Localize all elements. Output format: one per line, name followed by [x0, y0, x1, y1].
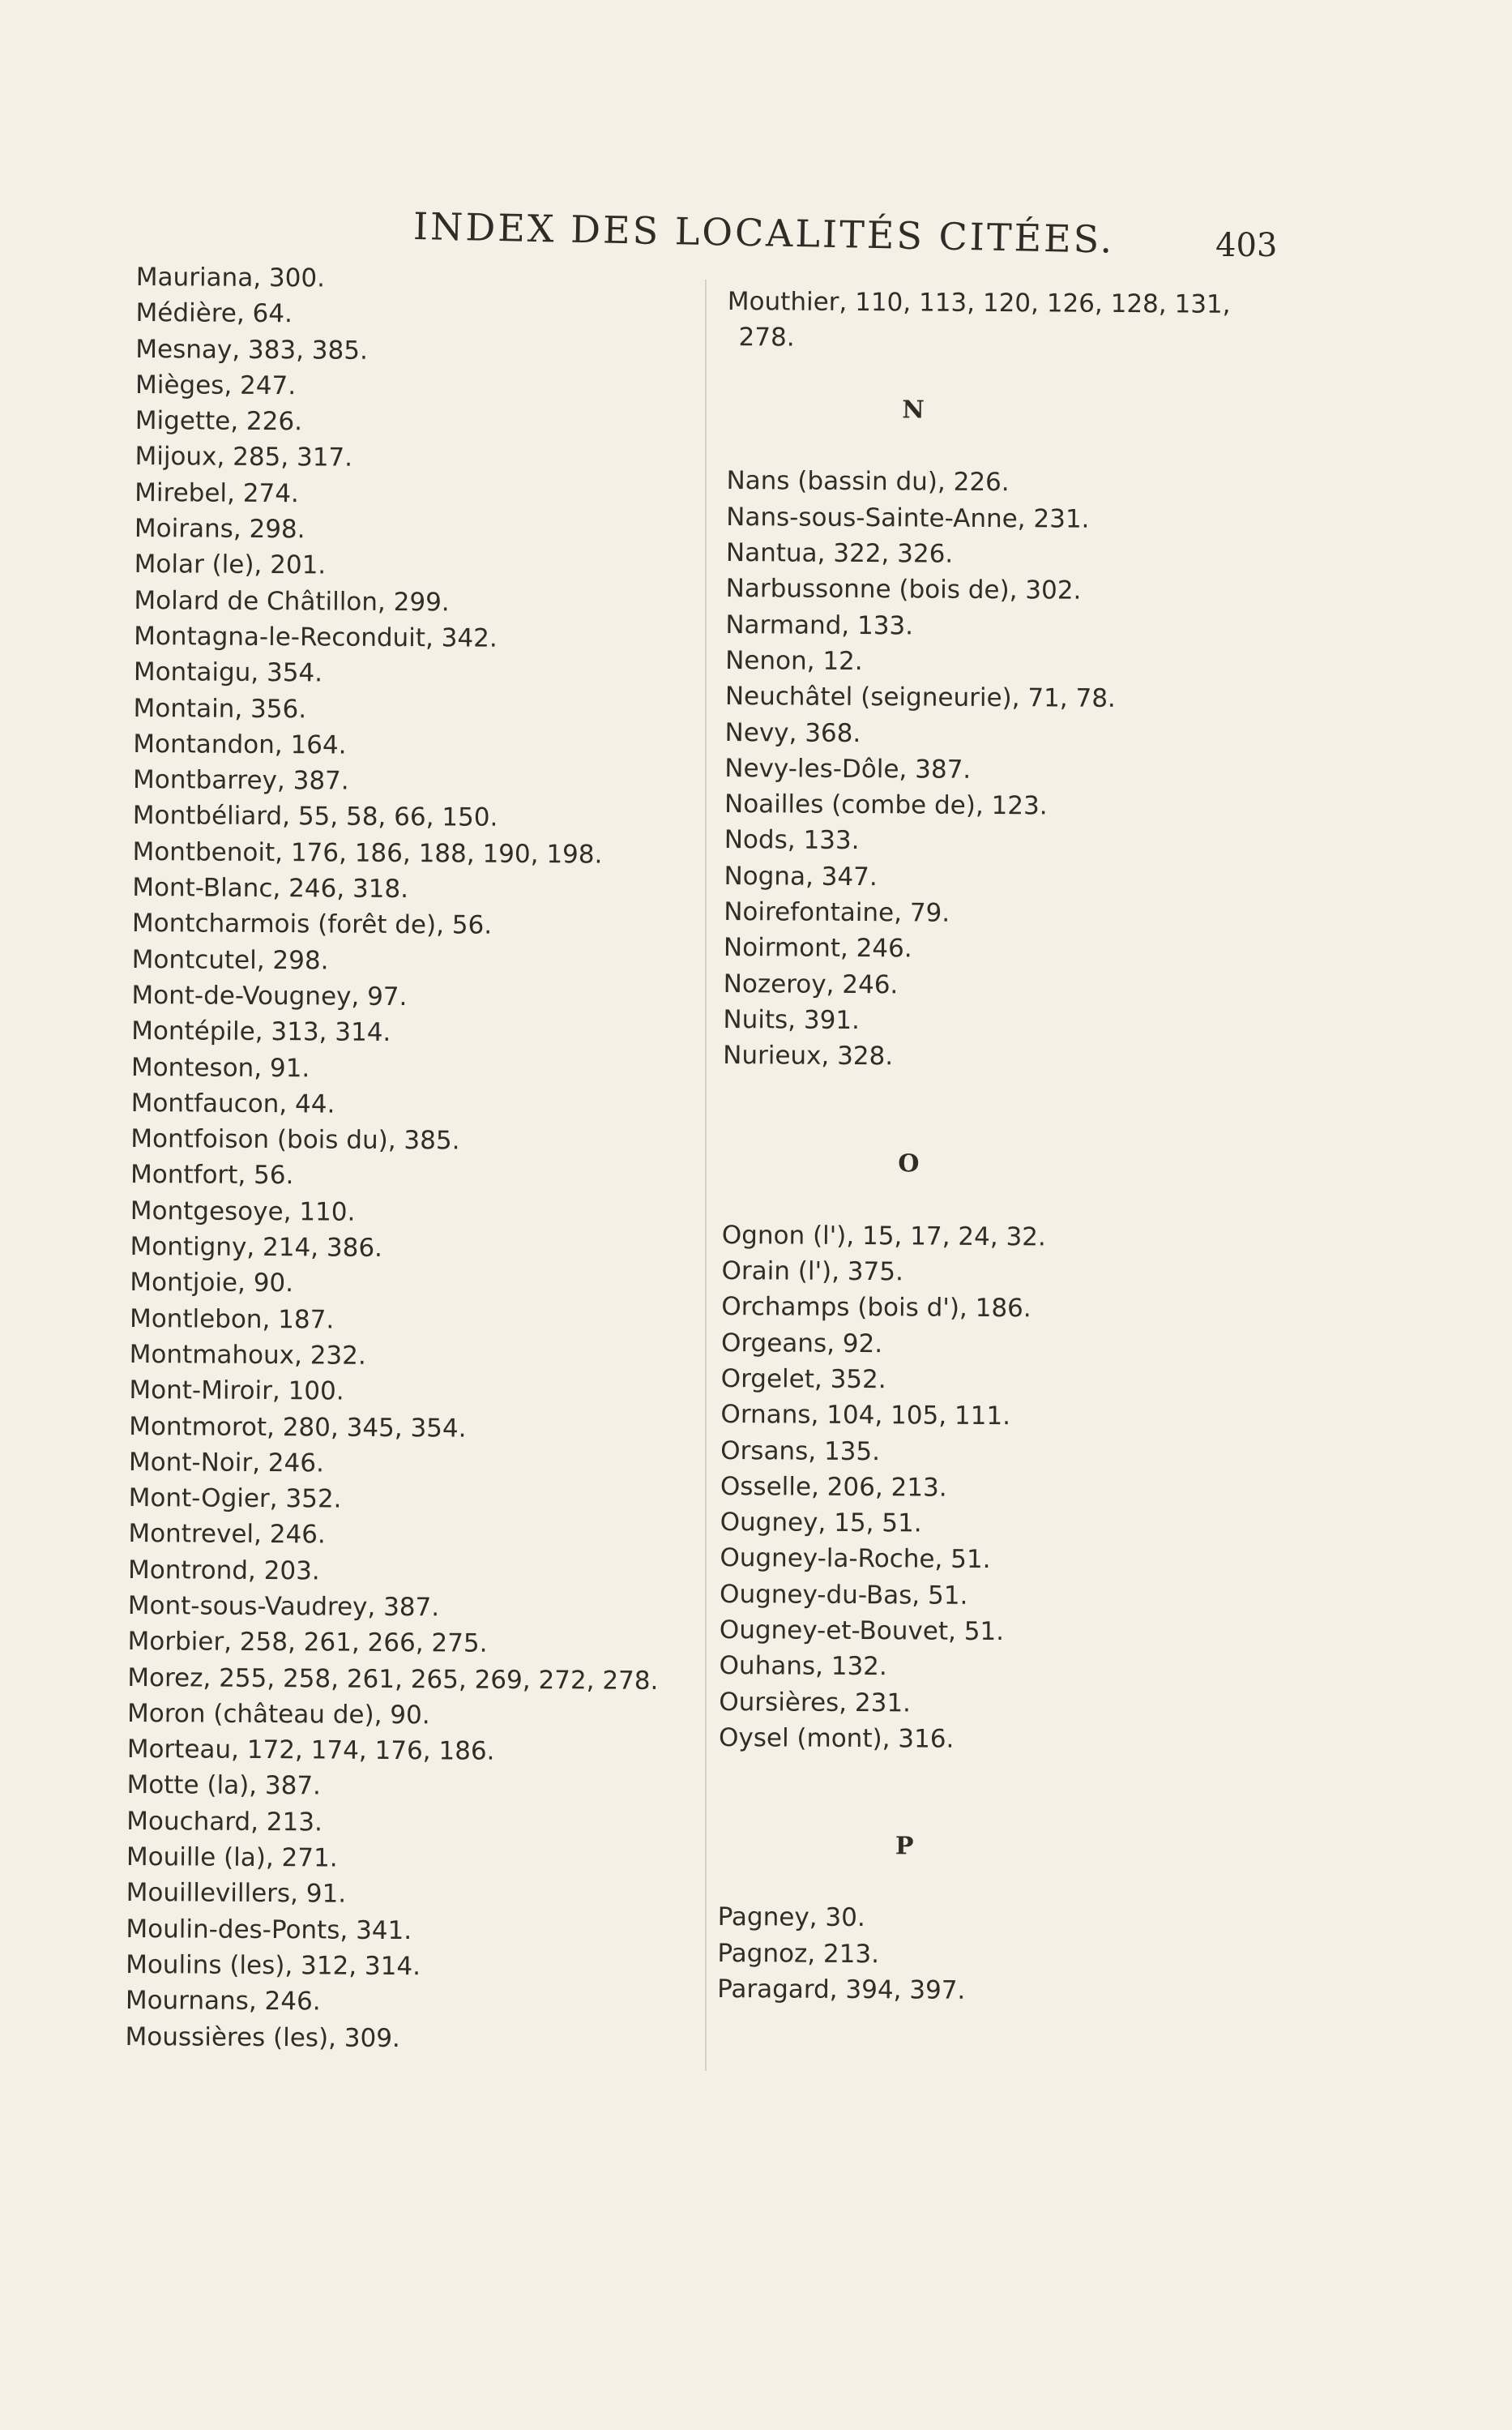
section-letter-o: O — [898, 1149, 920, 1179]
index-entry: Montbarrey, 387. — [132, 765, 349, 796]
index-entry: Nevy, 368. — [724, 717, 861, 748]
index-entry: Montfoison (bois du), 385. — [130, 1124, 460, 1156]
index-entry: Nurieux, 328. — [723, 1041, 894, 1072]
index-entry: Mont-sous-Vaudrey, 387. — [127, 1590, 440, 1623]
section-spacer — [722, 1181, 1225, 1220]
index-entry: Pagney, 30. — [717, 1902, 865, 1933]
section-spacer — [719, 1756, 1222, 1795]
index-entry: Mouillevillers, 91. — [126, 1878, 347, 1909]
index-entry: Neuchâtel (seigneurie), 71, 78. — [724, 682, 1116, 714]
index-entry: Montépile, 313, 314. — [131, 1016, 391, 1048]
index-entry: Mauriana, 300. — [135, 262, 326, 293]
index-entry: Montagna-le-Reconduit, 342. — [134, 621, 498, 653]
column-divider — [705, 280, 707, 2071]
index-entry: Montrond, 203. — [128, 1555, 320, 1586]
index-entry: Médière, 64. — [135, 298, 293, 329]
index-entry: Montigny, 214, 386. — [130, 1231, 383, 1263]
index-entry: Ognon (l'), 15, 17, 24, 32. — [721, 1220, 1046, 1252]
index-entry: Montjoie, 90. — [130, 1268, 294, 1298]
index-entry: Noirmont, 246. — [723, 933, 912, 964]
index-entry: Mirebel, 274. — [135, 477, 299, 509]
index-entry: Mont-Miroir, 100. — [129, 1375, 344, 1406]
index-entry: Montlebon, 187. — [129, 1303, 335, 1335]
index-entry: Mesnay, 383, 385. — [135, 334, 369, 366]
index-entry: Nevy-les-Dôle, 387. — [724, 753, 972, 785]
index-entry: Montfort, 56. — [130, 1160, 294, 1191]
index-entry: Monteson, 91. — [130, 1052, 310, 1083]
index-entry: Orgelet, 352. — [720, 1363, 886, 1395]
index-entry: Orsans, 135. — [720, 1435, 881, 1466]
index-entry: Moron (château de), 90. — [126, 1698, 430, 1731]
index-entry: Montbenoit, 176, 186, 188, 190, 198. — [132, 836, 603, 870]
index-entry: Ougney-et-Bouvet, 51. — [719, 1615, 1005, 1647]
index-entry: Montbéliard, 55, 58, 66, 150. — [132, 801, 498, 833]
page-number: 403 — [1215, 227, 1278, 264]
index-entry: Mont-Ogier, 352. — [128, 1483, 342, 1514]
index-entry: Montfaucon, 44. — [130, 1088, 335, 1119]
index-entry: Ougney-la-Roche, 51. — [720, 1543, 991, 1575]
index-entry: Nantua, 322, 326. — [725, 538, 954, 569]
index-entry: Oursières, 231. — [719, 1687, 912, 1718]
index-entry: Molar (le), 201. — [134, 550, 327, 580]
index-entry: Ouhans, 132. — [719, 1651, 887, 1682]
index-entry: Motte (la), 387. — [126, 1770, 322, 1801]
index-entry: Mournans, 246. — [125, 1986, 321, 2017]
index-left-column — [125, 259, 667, 2058]
section-spacer — [727, 356, 1230, 395]
index-entry: Nans (bassin du), 226. — [726, 466, 1010, 498]
index-entry: Migette, 226. — [135, 406, 303, 437]
index-entry: Ornans, 104, 105, 111. — [720, 1400, 1011, 1431]
index-entry: Narbussonne (bois de), 302. — [725, 574, 1082, 606]
index-entry: Nenon, 12. — [725, 645, 863, 676]
index-entry: Nozeroy, 246. — [723, 969, 899, 999]
index-entry: Mont-de-Vougney, 97. — [131, 980, 408, 1012]
running-head: INDEX DES LOCALITÉS CITÉES. — [412, 204, 1115, 262]
index-entry: Mouille (la), 271. — [126, 1842, 338, 1873]
index-entry: Mièges, 247. — [135, 370, 297, 401]
section-spacer — [723, 1110, 1226, 1149]
index-entry: Nogna, 347. — [724, 861, 878, 892]
index-entry: Montrevel, 246. — [128, 1519, 326, 1550]
index-entry: Mijoux, 285, 317. — [135, 442, 353, 473]
index-entry: Pagnoz, 213. — [717, 1938, 880, 1969]
section-letter-n: N — [902, 396, 925, 425]
index-entry: Montmahoux, 232. — [129, 1339, 366, 1371]
index-entry: Narmand, 133. — [725, 610, 914, 641]
index-entry: Orain (l'), 375. — [721, 1256, 903, 1287]
section-letter-p: P — [895, 1832, 914, 1861]
section-spacer — [718, 1863, 1221, 1902]
index-entry: Noailles (combe de), 123. — [724, 789, 1048, 821]
index-entry: Morteau, 172, 174, 176, 186. — [126, 1735, 495, 1766]
index-entry: Montcutel, 298. — [131, 944, 329, 976]
index-entry: Montmorot, 280, 345, 354. — [129, 1411, 467, 1444]
index-entry: Montain, 356. — [133, 693, 307, 724]
index-entry-continued: Mouthier, 110, 113, 120, 126, 128, 131, — [727, 286, 1231, 319]
index-entry: Morez, 255, 258, 261, 265, 269, 272, 278. — [127, 1662, 659, 1696]
index-entry: Mouchard, 213. — [126, 1806, 323, 1837]
index-entry: Nans-sous-Sainte-Anne, 231. — [726, 502, 1090, 534]
index-entry: Oysel (mont), 316. — [718, 1722, 955, 1754]
index-entry: Paragard, 394, 397. — [717, 1974, 966, 2005]
index-entry-continued-wrap: 278. — [738, 323, 795, 353]
index-entry: Mont-Noir, 246. — [128, 1447, 324, 1478]
index-entry: Montandon, 164. — [133, 729, 347, 760]
index-entry: Montcharmois (forêt de), 56. — [131, 909, 493, 941]
section-spacer — [727, 427, 1230, 466]
section-spacer — [718, 1791, 1221, 1830]
index-entry: Morbier, 258, 261, 266, 275. — [127, 1627, 488, 1658]
index-entry: Ougney-du-Bas, 51. — [720, 1579, 968, 1611]
index-entry: Montgesoye, 110. — [130, 1196, 356, 1227]
index-entry: Nuits, 391. — [723, 1004, 861, 1035]
index-entry: Noirefontaine, 79. — [724, 897, 950, 928]
index-entry: Mont-Blanc, 246, 318. — [132, 873, 409, 905]
index-entry: Moulin-des-Ponts, 341. — [126, 1914, 412, 1945]
index-entry: Moussières (les), 309. — [125, 2021, 400, 2053]
index-entry: Nods, 133. — [724, 825, 860, 856]
index-entry: Molard de Châtillon, 299. — [134, 585, 450, 618]
index-entry: Moirans, 298. — [134, 514, 305, 545]
index-entry: Ougney, 15, 51. — [720, 1508, 922, 1538]
index-entry: Osselle, 206, 213. — [720, 1471, 947, 1503]
index-entry: Orchamps (bois d'), 186. — [721, 1292, 1031, 1324]
index-right-column — [717, 284, 1231, 2010]
index-entry: Orgeans, 92. — [720, 1328, 883, 1358]
index-entry: Moulins (les), 312, 314. — [126, 1949, 421, 1982]
section-spacer — [723, 1074, 1226, 1113]
index-entry: Montaigu, 354. — [133, 657, 323, 688]
